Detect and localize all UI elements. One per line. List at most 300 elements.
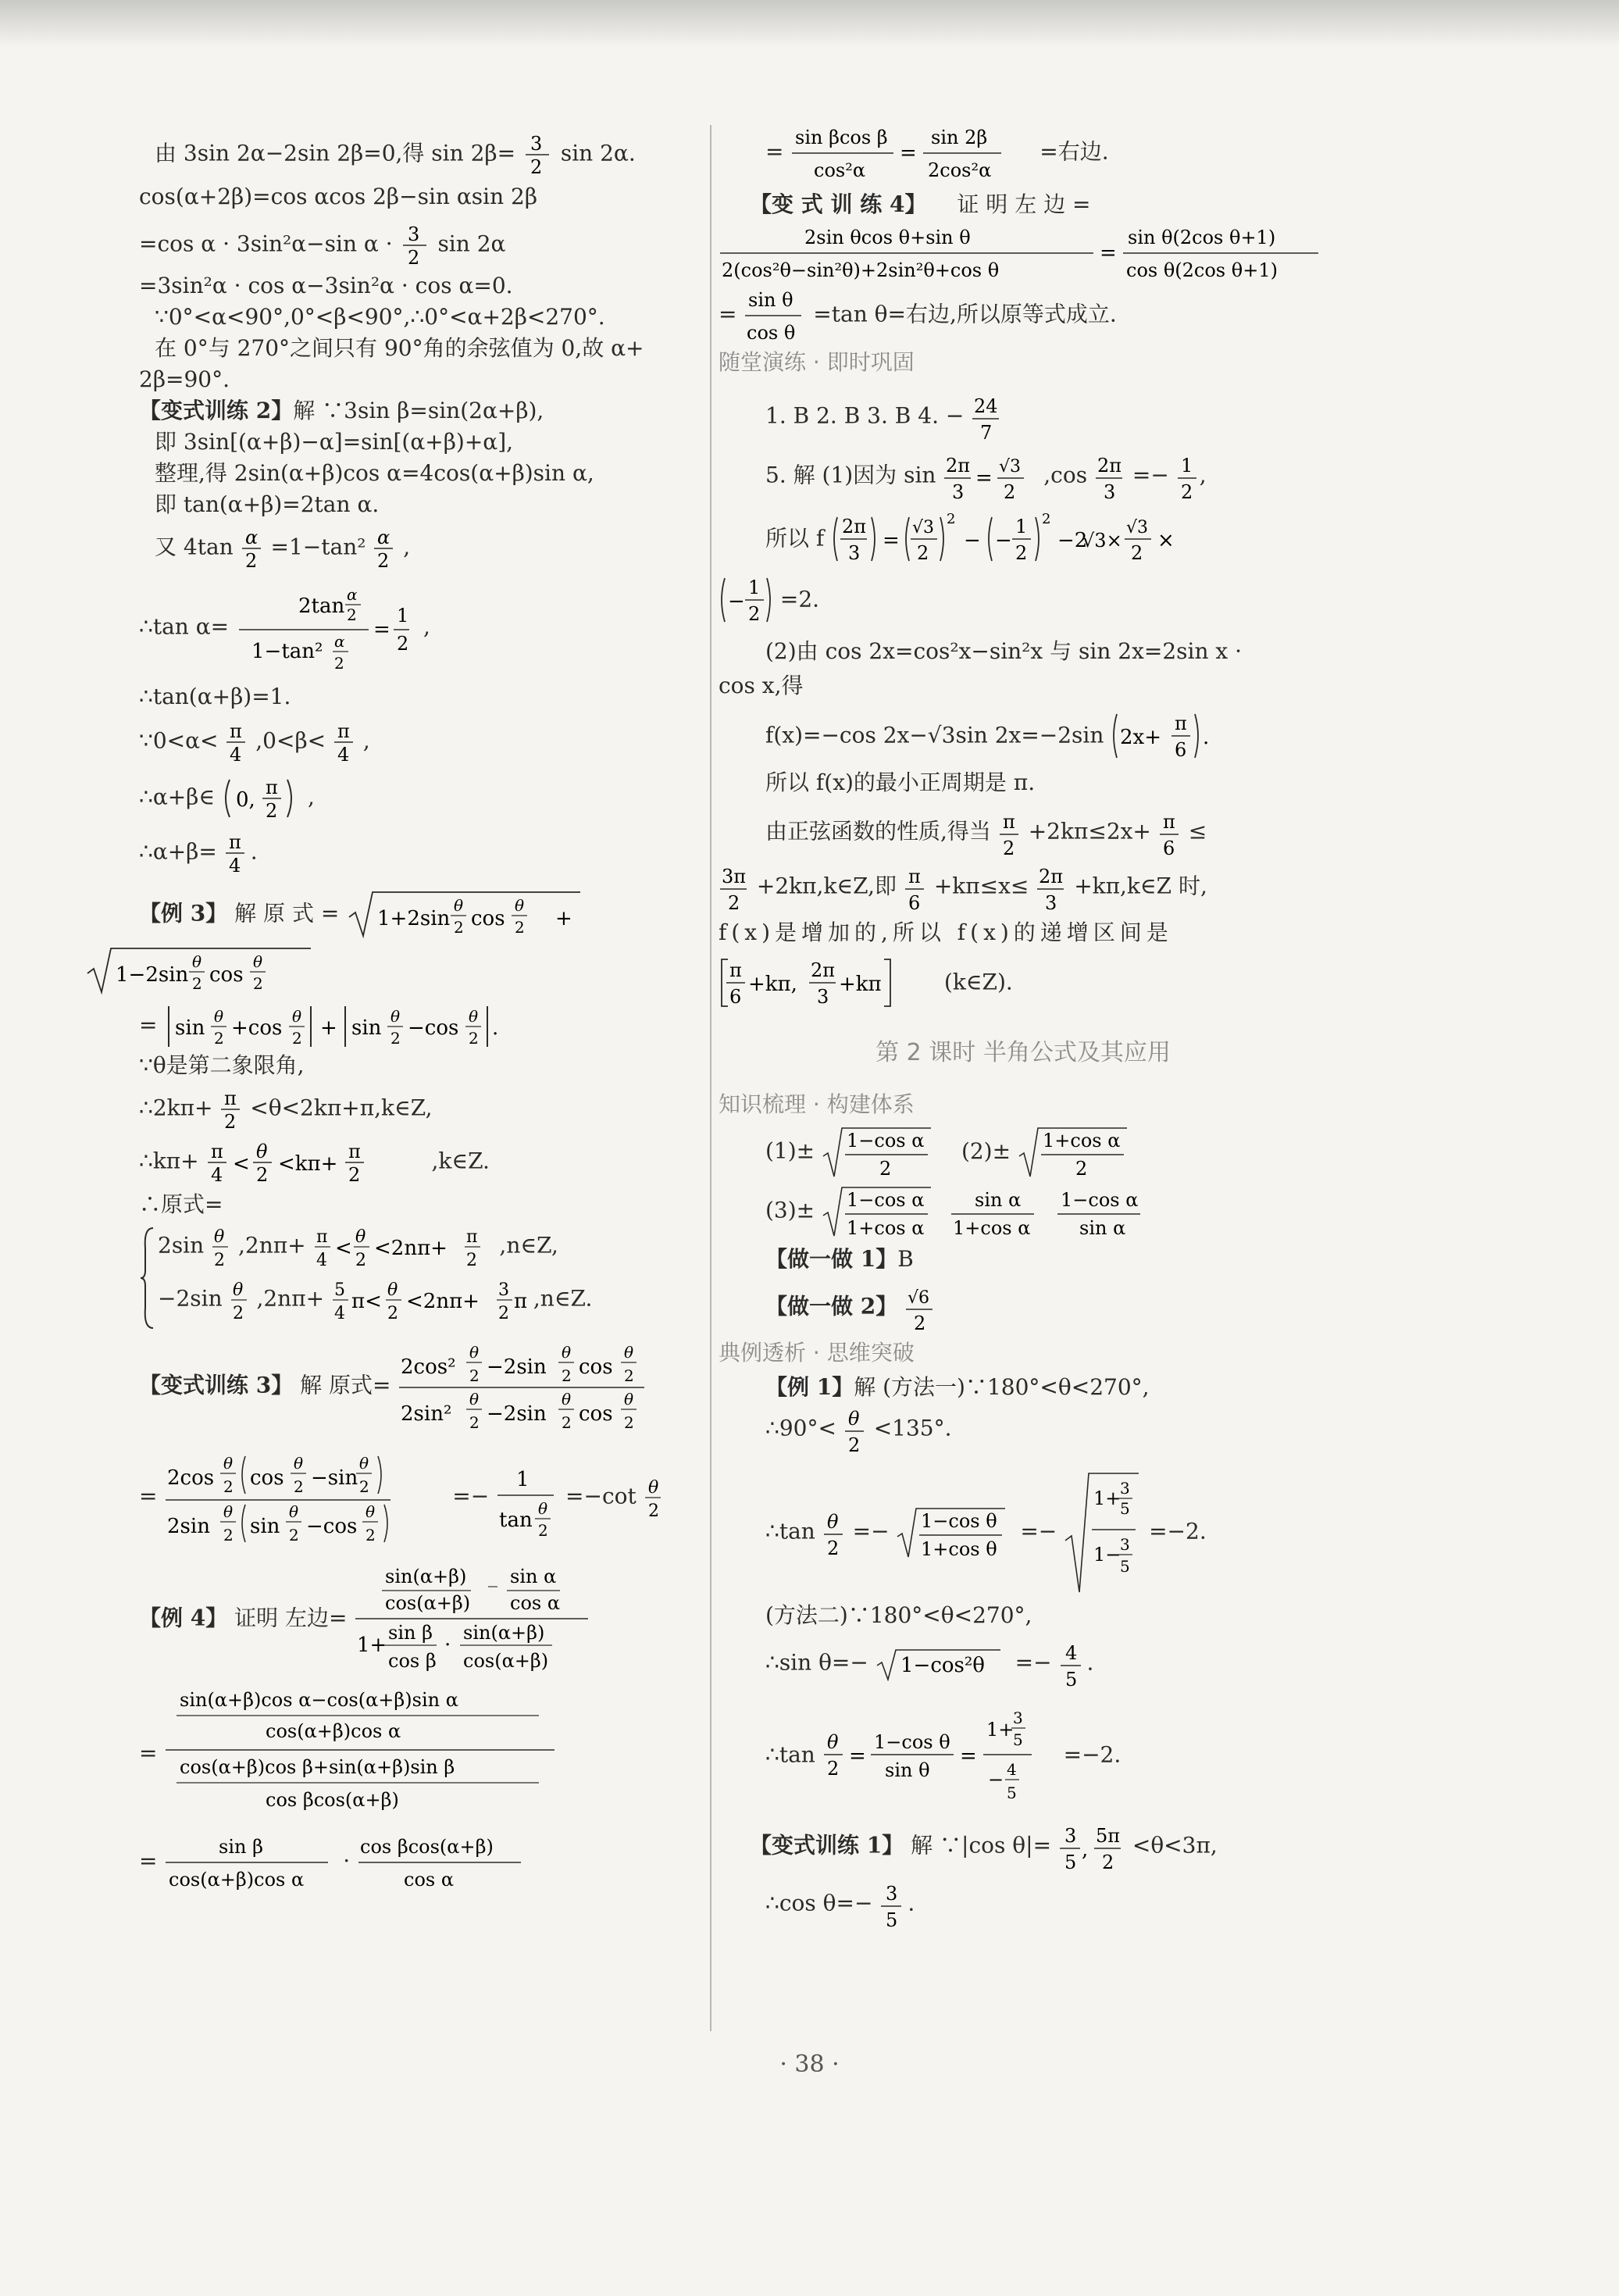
heading-label: 【做一做 2】 [765,1293,898,1319]
svg-text:3: 3 [1103,481,1116,500]
svg-text:sin: sin [175,1016,205,1040]
svg-text:−2: −2 [1057,529,1088,552]
svg-text:5: 5 [1006,1784,1017,1802]
svg-text:α: α [244,527,258,548]
svg-text:5: 5 [1064,1669,1077,1689]
text: ∵0<α< [139,727,219,754]
text-line [719,284,1328,347]
svg-text:6: 6 [1175,739,1187,761]
svg-text:2: 2 [624,1413,635,1432]
text-line [139,395,701,427]
svg-text:1+cos α: 1+cos α [953,1217,1031,1239]
svg-text:1: 1 [1180,455,1193,477]
svg-text:cos θ(2cos θ+1): cos θ(2cos θ+1) [1126,259,1278,281]
svg-text:1−tan²: 1−tan² [251,640,323,663]
text-line [139,1684,701,1825]
svg-text:2: 2 [390,1029,401,1048]
text: =−cot [565,1483,637,1509]
svg-text:3: 3 [407,223,419,245]
svg-text:2: 2 [289,1526,300,1544]
formula-line [765,1184,1328,1239]
text: sin 2α. [560,140,636,166]
svg-text:2cos: 2cos [167,1466,215,1490]
svg-text:θ: θ [562,1390,572,1409]
svg-text:cos(α+β): cos(α+β) [385,1592,471,1614]
svg-text:2: 2 [469,1029,480,1048]
text: =−2. [1149,1518,1207,1544]
svg-text:2: 2 [253,974,263,993]
text-line: 又 4tan α 2 =1−tan² α 2 , [155,527,411,570]
svg-text:5: 5 [333,1280,345,1300]
text-line: 2β=90°. [139,366,230,392]
heading-label: 【变式训练 3】 [139,1372,294,1398]
svg-text:2: 2 [266,800,278,822]
svg-text:θ: θ [359,1454,369,1473]
text: <θ<2kπ+π,k∈Z, [250,1094,433,1121]
svg-text:1+2sin: 1+2sin [377,907,451,930]
svg-text:1−cos α: 1−cos α [847,1130,925,1152]
text-line: ∴α+β= π 4 . [139,831,258,875]
svg-text:π: π [316,1227,327,1247]
svg-text:2: 2 [497,1304,509,1322]
left-column [116,133,701,1894]
svg-text:=: = [373,618,390,641]
text: 解 ∵3sin β=sin(2α+β), [293,398,544,423]
svg-text:2: 2 [223,1477,234,1496]
svg-text:2: 2 [826,1537,839,1556]
text-line: ∵θ是第二象限角, [139,1052,305,1078]
svg-text:sin θ: sin θ [748,289,793,311]
text-line [139,1831,701,1894]
svg-text:2: 2 [917,542,929,564]
svg-text:<: < [334,1237,352,1260]
svg-text:2x+: 2x+ [1120,726,1162,749]
svg-text:√6: √6 [908,1288,930,1308]
text: 1. B 2. B 3. B 4. − [765,402,965,429]
svg-text:6: 6 [1162,837,1175,856]
text: ∴α+β∈ [139,784,216,810]
svg-text:−2sin: −2sin [487,1355,547,1379]
svg-text:2: 2 [647,1502,659,1519]
text: =2. [779,586,820,612]
svg-text:2: 2 [348,1164,360,1184]
svg-text:1+cos θ: 1+cos θ [921,1538,998,1560]
svg-text:=: = [848,1744,866,1768]
svg-text:3: 3 [1045,892,1057,911]
svg-text:=: = [1100,241,1117,265]
text: = [139,1012,158,1038]
svg-text:.: . [1203,726,1210,749]
svg-text:θ: θ [223,1454,234,1473]
svg-text:,: , [1081,1838,1089,1862]
text: sin 2α [437,230,506,257]
svg-text:2: 2 [914,1312,926,1333]
svg-text:α: α [377,527,390,548]
svg-text:cos θ: cos θ [747,322,796,344]
svg-text:4: 4 [230,744,242,764]
text: =−2. [1063,1741,1122,1768]
svg-text:=: = [959,1744,977,1768]
svg-text:2π: 2π [1097,455,1122,477]
text: ∴tan α= [139,613,230,640]
text: = [139,1848,158,1874]
text-line: 整理,得 2sin(α+β)cos α=4cos(α+β)sin α, [155,460,594,486]
svg-text:2: 2 [1075,1158,1088,1180]
text-line [765,1406,1328,1453]
svg-text:cos(α+β)cos β+sin(α+β)sin β: cos(α+β)cos β+sin(α+β)sin β [180,1756,455,1778]
svg-text:−: − [987,1769,1004,1791]
svg-text:2: 2 [359,1477,370,1496]
fraction-example4 [354,1561,604,1678]
svg-text:α: α [346,585,358,604]
svg-text:2: 2 [826,1758,839,1780]
svg-text:1+: 1+ [1093,1487,1122,1509]
text: −2sin [158,1285,223,1312]
svg-text:θ: θ [826,1511,839,1533]
text-line: 所以 f(x)的最小正周期是 π. [765,769,1036,795]
svg-text:π: π [348,1141,361,1162]
heading-label: 【变式训练 1】 [750,1832,904,1859]
text-line: ∵0<α< π 4 ,0<β< π 4 , [139,720,370,764]
svg-text:√3: √3 [912,518,935,537]
svg-text:2: 2 [469,1413,480,1432]
svg-text:π: π [228,831,241,853]
text-line [719,222,1328,284]
text: <θ<3π, [1132,1832,1218,1859]
svg-text:2: 2 [562,1366,572,1385]
svg-text:θ: θ [624,1390,634,1409]
text: ,n∈Z. [533,1285,593,1312]
svg-text:5π: 5π [1095,1825,1120,1847]
svg-text:cos: cos [209,963,244,987]
svg-text:4: 4 [228,855,241,875]
text: =tan θ=右边,所以原等式成立. [813,301,1117,327]
text-line: (方法二)∵180°<θ<270°, [765,1602,1032,1628]
svg-text:2: 2 [1101,1851,1114,1872]
section-title: 典例透析 · 思维突破 [719,1340,915,1366]
svg-text:+cos: +cos [231,1016,283,1040]
svg-text:π: π [224,1087,237,1109]
svg-text:5: 5 [886,1909,898,1930]
svg-text:+kπ,: +kπ, [748,973,797,996]
svg-text:=: = [883,529,900,552]
svg-text:sin θ(2cos θ+1): sin θ(2cos θ+1) [1128,227,1276,248]
svg-text:2: 2 [515,918,525,937]
svg-text:1: 1 [396,605,409,627]
text: 又 4tan [155,534,234,560]
svg-text:π: π [230,720,243,742]
svg-text:1: 1 [748,577,761,598]
svg-text:2sin²: 2sin² [401,1402,452,1426]
svg-text:1−cos²θ: 1−cos²θ [900,1654,985,1677]
svg-text:+kπ: +kπ [839,973,882,996]
svg-text:2: 2 [1180,481,1193,500]
svg-text:2: 2 [244,550,257,570]
svg-text:θ: θ [253,952,263,971]
scan-shadow [0,0,1619,47]
svg-text:θ: θ [214,1007,224,1026]
text: ,cos [1043,462,1088,488]
svg-text:θ: θ [847,1408,860,1430]
svg-text:2: 2 [947,512,956,527]
text: = [139,1483,158,1509]
svg-text:θ: θ [515,896,525,915]
svg-text:2: 2 [223,1526,234,1544]
text-line [765,512,1328,567]
text: <135°. [873,1415,952,1441]
svg-text:π: π [513,1290,526,1313]
svg-text:4: 4 [316,1251,327,1269]
text: (1)± [765,1137,815,1164]
svg-text:cos βcos(α+β): cos βcos(α+β) [266,1789,400,1811]
text: =右边. [1040,138,1109,165]
svg-text:2: 2 [192,974,202,993]
svg-text:5: 5 [1064,1851,1077,1872]
text-line [139,1003,701,1050]
svg-text:θ: θ [469,1343,480,1362]
svg-text:θ: θ [647,1478,658,1498]
text: (3)± [765,1197,815,1223]
svg-text:2cos²α: 2cos²α [928,159,992,181]
svg-text:2: 2 [294,1477,305,1496]
svg-text:2: 2 [1004,481,1016,500]
text-line: 即 3sin[(α+β)−α]=sin[(α+β)+α], [155,429,514,455]
svg-text:2: 2 [624,1366,635,1385]
svg-text:sin α: sin α [1079,1217,1126,1239]
column-divider [710,125,711,2031]
svg-text:−: − [728,590,745,613]
text-line: f(x)是增加的,所以 f(x)的递增区间是 [719,919,1173,945]
svg-text:θ: θ [469,1390,480,1409]
text-line: 在 0°与 270°之间只有 90°角的余弦值为 0,故 α+ [155,335,644,361]
case-line [158,1278,701,1322]
text: 由 3sin 2α−2sin 2β=0,得 sin 2β= [155,140,516,166]
svg-text:1+cos α: 1+cos α [847,1217,925,1239]
text-line [765,809,1328,856]
heading-label: 【例 4】 [139,1605,228,1631]
svg-text:2: 2 [562,1413,572,1432]
text-line [719,956,1328,1011]
svg-text:√3: √3 [999,457,1022,477]
svg-text:2: 2 [214,1251,226,1269]
svg-text:sin: sin [351,1016,382,1040]
svg-text:5: 5 [1012,1730,1023,1749]
text-line [765,1372,1328,1403]
page-number: · 38 · [779,2051,840,2078]
svg-text:·: · [444,1634,451,1657]
svg-text:π: π [1002,811,1015,833]
svg-text:2: 2 [377,550,390,570]
svg-text:2cos²: 2cos² [401,1355,456,1379]
svg-text:2π: 2π [811,959,836,981]
text: ≤ [1188,818,1207,844]
text: +kπ≤x≤ [933,873,1029,899]
text: 解 原式= [300,1372,391,1398]
svg-text:cos(α+β)cos α: cos(α+β)cos α [169,1869,305,1891]
text: =− [452,1483,490,1509]
svg-text:cos α: cos α [510,1592,561,1614]
svg-text:5: 5 [1120,1499,1130,1518]
text: ,2nπ+ [237,1232,306,1259]
svg-text:2: 2 [407,247,419,267]
svg-text:cos²α: cos²α [814,159,866,181]
text-line: ∴原式= [139,1191,223,1217]
text-line [765,1470,1328,1595]
text-line: ∴α+β∈ 0, π 2 , [139,777,315,822]
text: ,k∈Z. [431,1148,490,1174]
svg-text:1−cos α: 1−cos α [847,1189,925,1211]
svg-text:π<: π< [351,1290,382,1313]
svg-text:3: 3 [1012,1709,1023,1727]
text: = [719,301,737,327]
svg-text:1+cos α: 1+cos α [1042,1130,1121,1152]
svg-text:_: _ [488,1566,498,1587]
svg-text:2: 2 [469,1366,480,1385]
svg-text:3: 3 [530,133,543,155]
svg-text:2: 2 [1042,512,1051,527]
text-line: ∵0°<α<90°,0°<β<90°,∴0°<α+2β<270°. [155,304,605,330]
text: =− [1015,1649,1052,1676]
svg-text:.: . [492,1016,499,1040]
heading-label: 【做一做 1】 [765,1246,898,1272]
svg-text:−cos: −cos [408,1016,459,1040]
text-line [750,189,1328,220]
svg-text:1: 1 [1015,516,1028,537]
svg-text:2(cos²θ−sin²θ)+2sin²θ+cos θ: 2(cos²θ−sin²θ)+2sin²θ+cos θ [722,259,1000,281]
text-line: 5. 解 (1)因为 sin 2π 3 = √3 2 ,cos 2π 3 =− 1 2 , [765,453,1328,500]
svg-text:2: 2 [728,892,740,911]
text: ∴sin θ=− [765,1649,868,1676]
text: (2)± [961,1137,1011,1164]
text-line: cos(α+2β)=cos αcos 2β−sin αsin 2β [139,184,538,209]
svg-text:sin α: sin α [975,1189,1022,1211]
svg-text:sin θ: sin θ [884,1759,930,1781]
text: 由正弦函数的性质,得当 [765,818,991,844]
text: ∴cos θ=− [765,1890,873,1916]
svg-text:sin: sin [250,1515,280,1538]
svg-text:2: 2 [355,1251,366,1269]
svg-text:θ: θ [387,1280,398,1300]
svg-text:−: − [964,529,981,552]
svg-text:sin(α+β): sin(α+β) [463,1622,545,1644]
svg-text:1−cos θ: 1−cos θ [873,1731,950,1753]
svg-text:2: 2 [847,1434,861,1453]
svg-text:2: 2 [465,1251,477,1269]
svg-text:3: 3 [886,1883,898,1905]
svg-text:θ: θ [214,1227,225,1247]
text: =1−tan² [270,534,366,560]
text-line [765,122,1328,184]
svg-text:sin βcos β: sin βcos β [795,127,889,148]
text-line: ∴tan(α+β)=1. [139,684,291,709]
svg-text:4: 4 [333,1304,345,1322]
svg-text:cos: cos [579,1355,613,1379]
svg-text:θ: θ [826,1731,839,1753]
svg-text:π: π [210,1141,223,1162]
svg-text:−cos: −cos [306,1515,358,1538]
svg-text:θ: θ [366,1502,376,1521]
svg-text:θ: θ [390,1007,401,1026]
svg-text:cos(α+β): cos(α+β) [463,1650,549,1672]
svg-text:3: 3 [1064,1825,1077,1847]
svg-text:=: = [900,141,918,165]
svg-text:θ: θ [223,1502,234,1521]
svg-text:2: 2 [530,156,543,177]
svg-text:sin β: sin β [219,1836,264,1858]
svg-text:cos: cos [471,907,505,930]
svg-text:4: 4 [210,1164,223,1184]
svg-text:π: π [908,866,921,887]
svg-text:tan: tan [499,1509,533,1532]
svg-text:<: < [232,1152,250,1176]
svg-text:4: 4 [1064,1642,1077,1664]
svg-text:−2sin: −2sin [487,1402,547,1426]
text: ∴kπ+ [139,1148,199,1174]
text-line: ∴cos θ=− 3 5 . [765,1883,915,1930]
svg-text:sin α: sin α [510,1566,557,1587]
text: 解 原 式 = [234,900,340,927]
heading-label: 【例 3】 [139,900,228,927]
svg-text:7: 7 [980,422,993,441]
svg-text:θ: θ [255,1141,268,1162]
text-line [765,1244,1328,1275]
svg-text:2: 2 [1015,542,1028,564]
text: (k∈Z). [943,969,1013,995]
svg-text:<2nπ+: <2nπ+ [405,1290,480,1313]
svg-text:cos: cos [250,1466,284,1490]
svg-text:2π: 2π [842,516,867,537]
svg-text:<2nπ+: <2nπ+ [373,1237,448,1260]
answers-line [765,394,1328,441]
svg-text:2sin θcos θ+sin θ: 2sin θcos θ+sin θ [804,227,971,248]
svg-text:4: 4 [1006,1760,1017,1779]
svg-text:2: 2 [1131,542,1143,564]
svg-text:θ: θ [538,1499,548,1518]
text-line: =3sin²α · cos α−3sin²α · cos α=0. [139,273,513,298]
text: 5. 解 (1)因为 sin [765,462,936,488]
text: = [765,138,784,165]
svg-text:cos β: cos β [388,1650,437,1672]
text-line: (2)由 cos 2x=cos²x−sin²x 与 sin 2x=2sin x · [765,638,1242,664]
svg-text:2tan: 2tan [298,595,345,618]
text-line: ∴sin θ=− 1−cos²θ =− 4 5 . [765,1642,1094,1689]
text: ∴tan [765,1741,815,1768]
svg-text:6: 6 [908,892,921,911]
text: B [897,1246,914,1272]
svg-text:π: π [337,720,350,742]
piecewise-cases [139,1225,701,1322]
svg-text:1−2sin: 1−2sin [116,963,189,987]
svg-text:θ: θ [469,1007,479,1026]
svg-text:−sin: −sin [311,1466,358,1490]
svg-text:π: π [729,959,742,981]
svg-text:α: α [333,632,345,651]
svg-text:1: 1 [516,1468,530,1491]
heading-label: 【变式训练 2】 [139,398,294,423]
text: =− [1132,462,1169,488]
svg-text:5: 5 [1120,1557,1130,1576]
text: ,n∈Z, [499,1232,558,1259]
text: ∴tan [765,1518,815,1544]
text: 证 明 左 边 = [957,191,1091,217]
text: 所以 f [765,525,825,552]
text: ∴α+β= [139,838,217,865]
svg-text:3: 3 [497,1280,509,1300]
svg-text:3: 3 [952,481,965,500]
svg-text:π: π [465,1227,477,1247]
svg-text:1−cos α: 1−cos α [1061,1189,1139,1211]
svg-text:2: 2 [538,1521,548,1540]
